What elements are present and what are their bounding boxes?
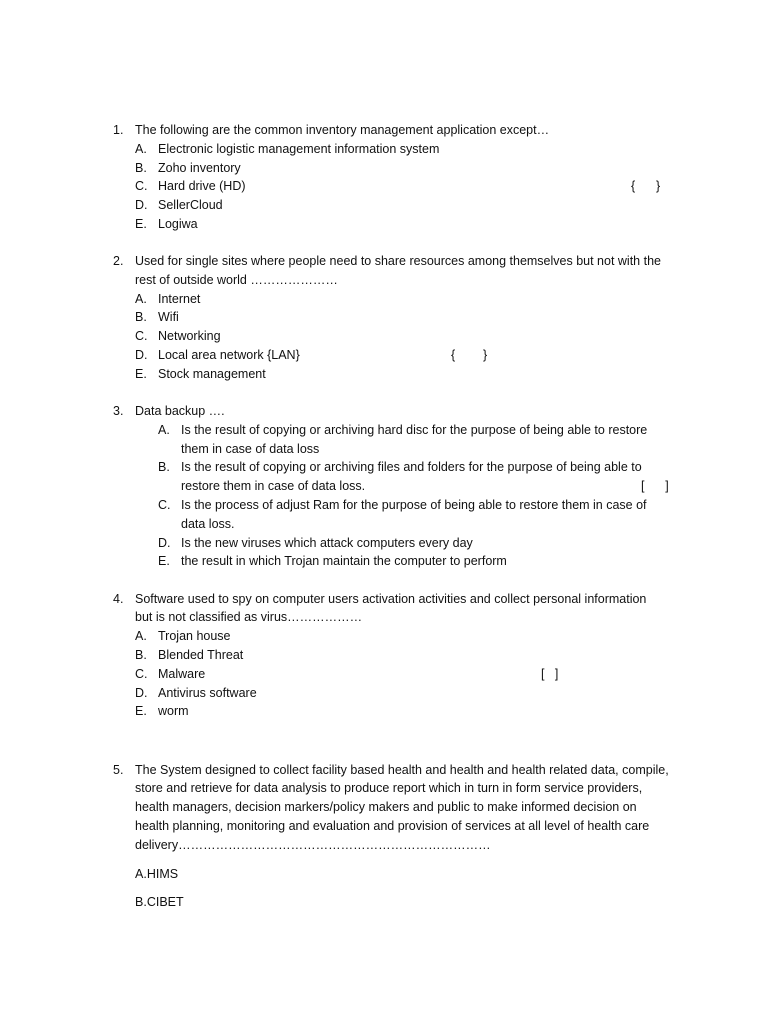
option-letter: B. bbox=[135, 161, 147, 175]
option-letter: B. bbox=[135, 310, 147, 324]
option-letter: D. bbox=[135, 198, 148, 212]
option-letter: A. bbox=[135, 867, 147, 881]
option-letter: C. bbox=[135, 667, 148, 681]
question-stem: rest of outside world ………………… bbox=[135, 273, 338, 287]
option-text: CIBET bbox=[146, 895, 184, 909]
answer-bracket[interactable]: [ ] bbox=[641, 479, 669, 493]
option-letter: B. bbox=[158, 460, 170, 474]
question-stem: The System designed to collect facility based health and health and health related data, compile, bbox=[135, 763, 669, 777]
option-text: SellerCloud bbox=[158, 198, 223, 212]
option-letter: C. bbox=[135, 329, 148, 343]
option-text: restore them in case of data loss. bbox=[181, 479, 366, 493]
answer-bracket[interactable]: { } bbox=[451, 348, 488, 362]
question-number: 3. bbox=[113, 404, 124, 418]
option-text: Logiwa bbox=[158, 217, 198, 231]
option-text: them in case of data loss bbox=[181, 442, 320, 456]
option-letter: D. bbox=[135, 348, 148, 362]
option-letter: B. bbox=[135, 895, 147, 909]
option-letter: D. bbox=[158, 536, 171, 550]
option-letter: A. bbox=[135, 629, 147, 643]
option-text: Hard drive (HD) bbox=[158, 179, 246, 193]
option-text: Local area network {LAN} bbox=[158, 348, 300, 362]
option-item bbox=[135, 893, 184, 912]
option-text: Networking bbox=[158, 329, 221, 343]
question-stem: but is not classified as virus……………… bbox=[135, 610, 363, 624]
option-letter: B. bbox=[135, 648, 147, 662]
option-letter: D. bbox=[135, 686, 148, 700]
option-text: Wifi bbox=[158, 310, 179, 324]
option-text: HIMS bbox=[146, 867, 179, 881]
answer-bracket[interactable]: [ ] bbox=[541, 667, 559, 681]
option-letter: C. bbox=[158, 498, 171, 512]
option-text: Is the process of adjust Ram for the purpose of being able to restore them in case of bbox=[181, 498, 647, 512]
option-text: data loss. bbox=[181, 517, 235, 531]
question-number: 2. bbox=[113, 254, 124, 268]
option-letter: E. bbox=[135, 217, 147, 231]
question-stem: Software used to spy on computer users activation activities and collect personal information bbox=[135, 592, 647, 606]
option-letter: A. bbox=[135, 292, 147, 306]
answer-bracket[interactable]: { } bbox=[631, 179, 661, 193]
question-number: 1. bbox=[113, 123, 124, 137]
option-text: worm bbox=[158, 704, 189, 718]
question-stem: store and retrieve for data analysis to produce report which in turn in form service providers, bbox=[135, 781, 643, 795]
question-stem: Data backup …. bbox=[135, 404, 225, 418]
option-letter: C. bbox=[135, 179, 148, 193]
question-stem: health managers, decision markers/policy makers and public to make informed decision on bbox=[135, 800, 637, 814]
option-letter: A. bbox=[135, 142, 147, 156]
option-text: Antivirus software bbox=[158, 686, 257, 700]
option-letter: E. bbox=[135, 367, 147, 381]
option-letter: E. bbox=[135, 704, 147, 718]
option-text: Stock management bbox=[158, 367, 266, 381]
option-text: Is the result of copying or archiving files and folders for the purpose of being able to bbox=[181, 460, 642, 474]
question-stem: Used for single sites where people need to share resources among themselves but not with the bbox=[135, 254, 661, 268]
option-item bbox=[135, 865, 178, 884]
option-text: Internet bbox=[158, 292, 201, 306]
option-text: Malware bbox=[158, 667, 206, 681]
option-text: Blended Threat bbox=[158, 648, 244, 662]
option-text: Is the result of copying or archiving hard disc for the purpose of being able to restore bbox=[181, 423, 648, 437]
question-number: 5. bbox=[113, 763, 124, 777]
option-text: Is the new viruses which attack computers every day bbox=[181, 536, 473, 550]
option-letter: E. bbox=[158, 554, 170, 568]
option-text: the result in which Trojan maintain the computer to perform bbox=[181, 554, 507, 568]
option-text: Electronic logistic management information system bbox=[158, 142, 440, 156]
question-number: 4. bbox=[113, 592, 124, 606]
option-text: Trojan house bbox=[158, 629, 231, 643]
question-stem: delivery………………………………………………………………… bbox=[135, 838, 491, 852]
question-stem: The following are the common inventory management application except… bbox=[135, 123, 550, 137]
question-stem: health planning, monitoring and evaluation and provision of services at all level of health care bbox=[135, 819, 650, 833]
option-letter: A. bbox=[158, 423, 170, 437]
option-text: Zoho inventory bbox=[158, 161, 241, 175]
